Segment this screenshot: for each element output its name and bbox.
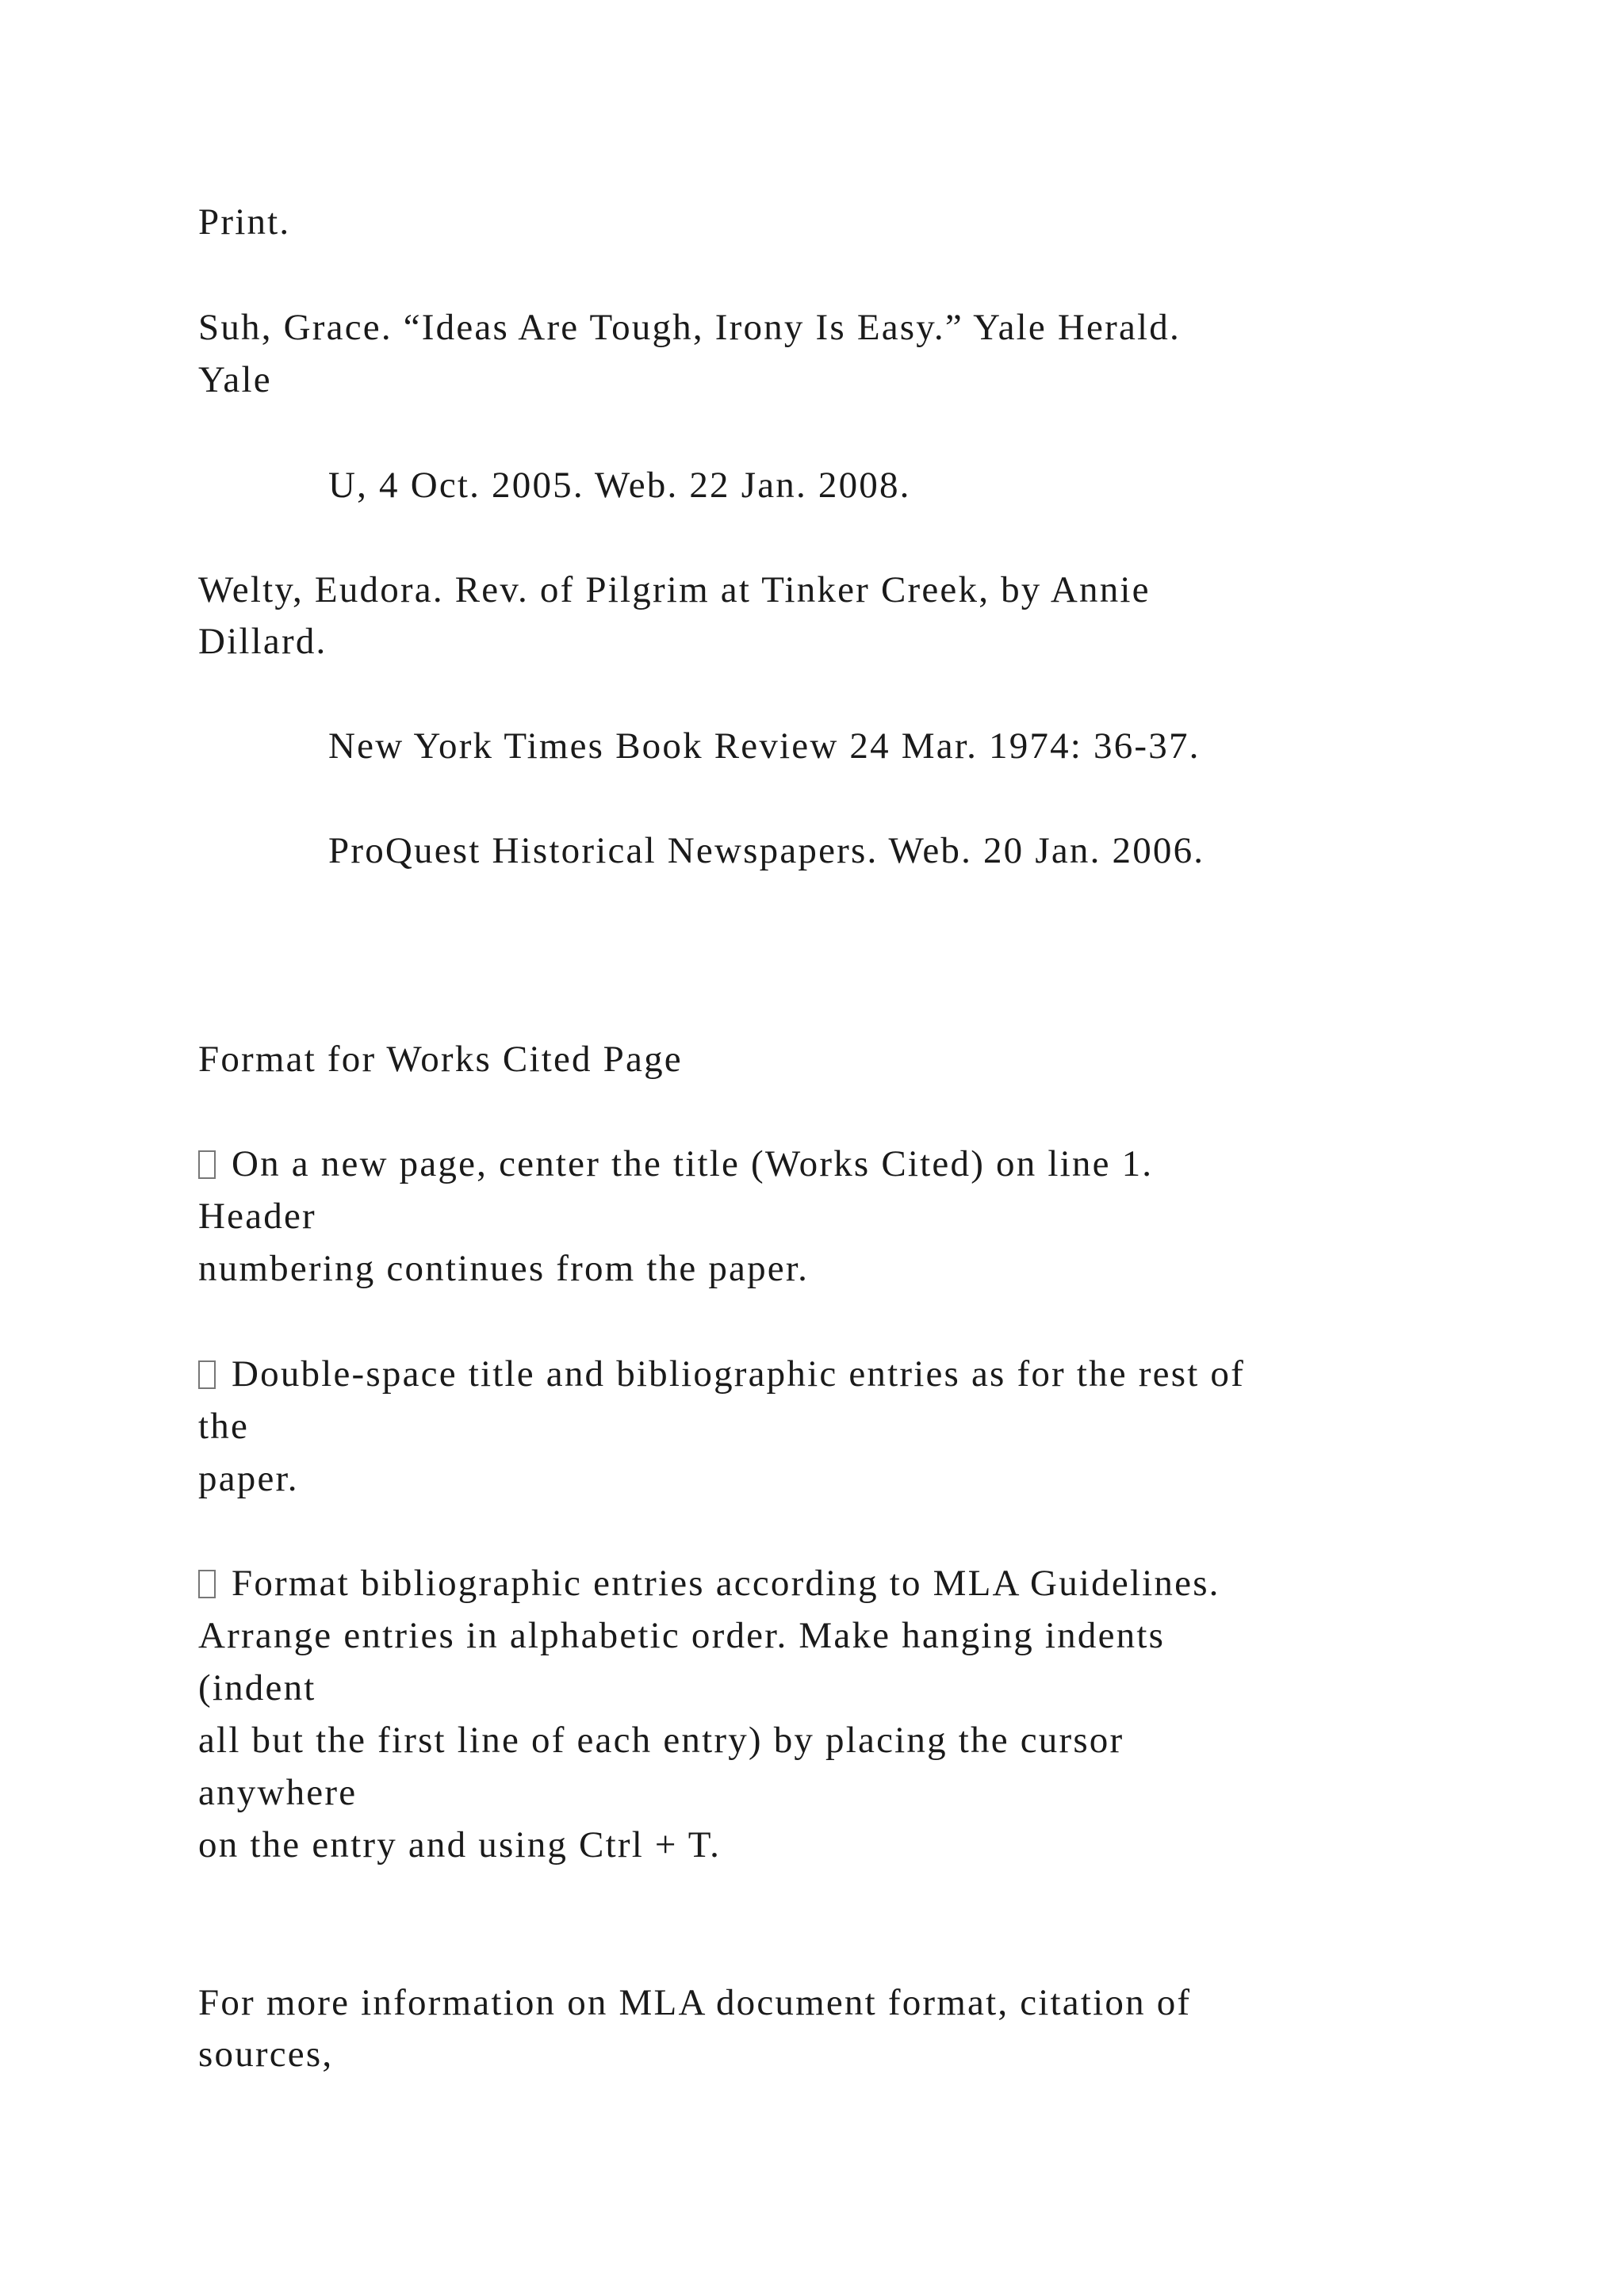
bullet-3-text: Format bibliographic entries according to MLA Guidelines. — [232, 1563, 1220, 1604]
bullet-box-icon — [198, 1360, 216, 1389]
bullet-3-line-2: Arrange entries in alphabetic order. Make hanging indents — [198, 1615, 1166, 1656]
bullet-3-line-1 — [198, 1559, 1220, 1607]
bullet-1-line-3: numbering continues from the paper. — [198, 1248, 810, 1289]
citation-welty-line-3: New York Times Book Review 24 Mar. 1974: 36-37. — [328, 725, 1201, 767]
bullet-3-line-6: on the entry and using Ctrl + T. — [198, 1824, 722, 1866]
citation-suh-line-2: Yale — [198, 359, 272, 400]
bullet-1-line-2: Header — [198, 1196, 316, 1237]
more-info-line-1: For more information on MLA document format, citation of — [198, 1982, 1192, 2023]
bullet-2-text: Double-space title and bibliographic entries as for the rest of — [232, 1353, 1245, 1395]
citation-welty-line-1: Welty, Eudora. Rev. of Pilgrim at Tinker Creek, by Annie — [198, 569, 1151, 610]
section-heading: Format for Works Cited Page — [198, 1039, 683, 1080]
bullet-box-icon — [198, 1150, 216, 1179]
citation-welty-line-4: ProQuest Historical Newspapers. Web. 20 Jan. 2006. — [328, 830, 1205, 871]
bullet-1-line-1 — [198, 1140, 1153, 1188]
bullet-1-text: On a new page, center the title (Works Cited) on line 1. — [232, 1143, 1154, 1184]
bullet-2-line-3: paper. — [198, 1458, 299, 1499]
citation-welty-line-2: Dillard. — [198, 621, 327, 662]
more-info-line-2: sources, — [198, 2034, 334, 2075]
citation-suh-line-3: U, 4 Oct. 2005. Web. 22 Jan. 2008. — [328, 465, 911, 506]
bullet-3-line-4: all but the first line of each entry) by placing the cursor — [198, 1720, 1124, 1761]
citation-print-tail: Print. — [198, 201, 291, 243]
bullet-box-icon — [198, 1570, 216, 1598]
bullet-2-line-2: the — [198, 1406, 250, 1447]
bullet-3-line-5: anywhere — [198, 1772, 358, 1813]
bullet-3-line-3: (indent — [198, 1667, 316, 1709]
citation-suh-line-1: Suh, Grace. “Ideas Are Tough, Irony Is Easy.” Yale Herald. — [198, 307, 1181, 348]
bullet-2-line-1 — [198, 1350, 1245, 1398]
